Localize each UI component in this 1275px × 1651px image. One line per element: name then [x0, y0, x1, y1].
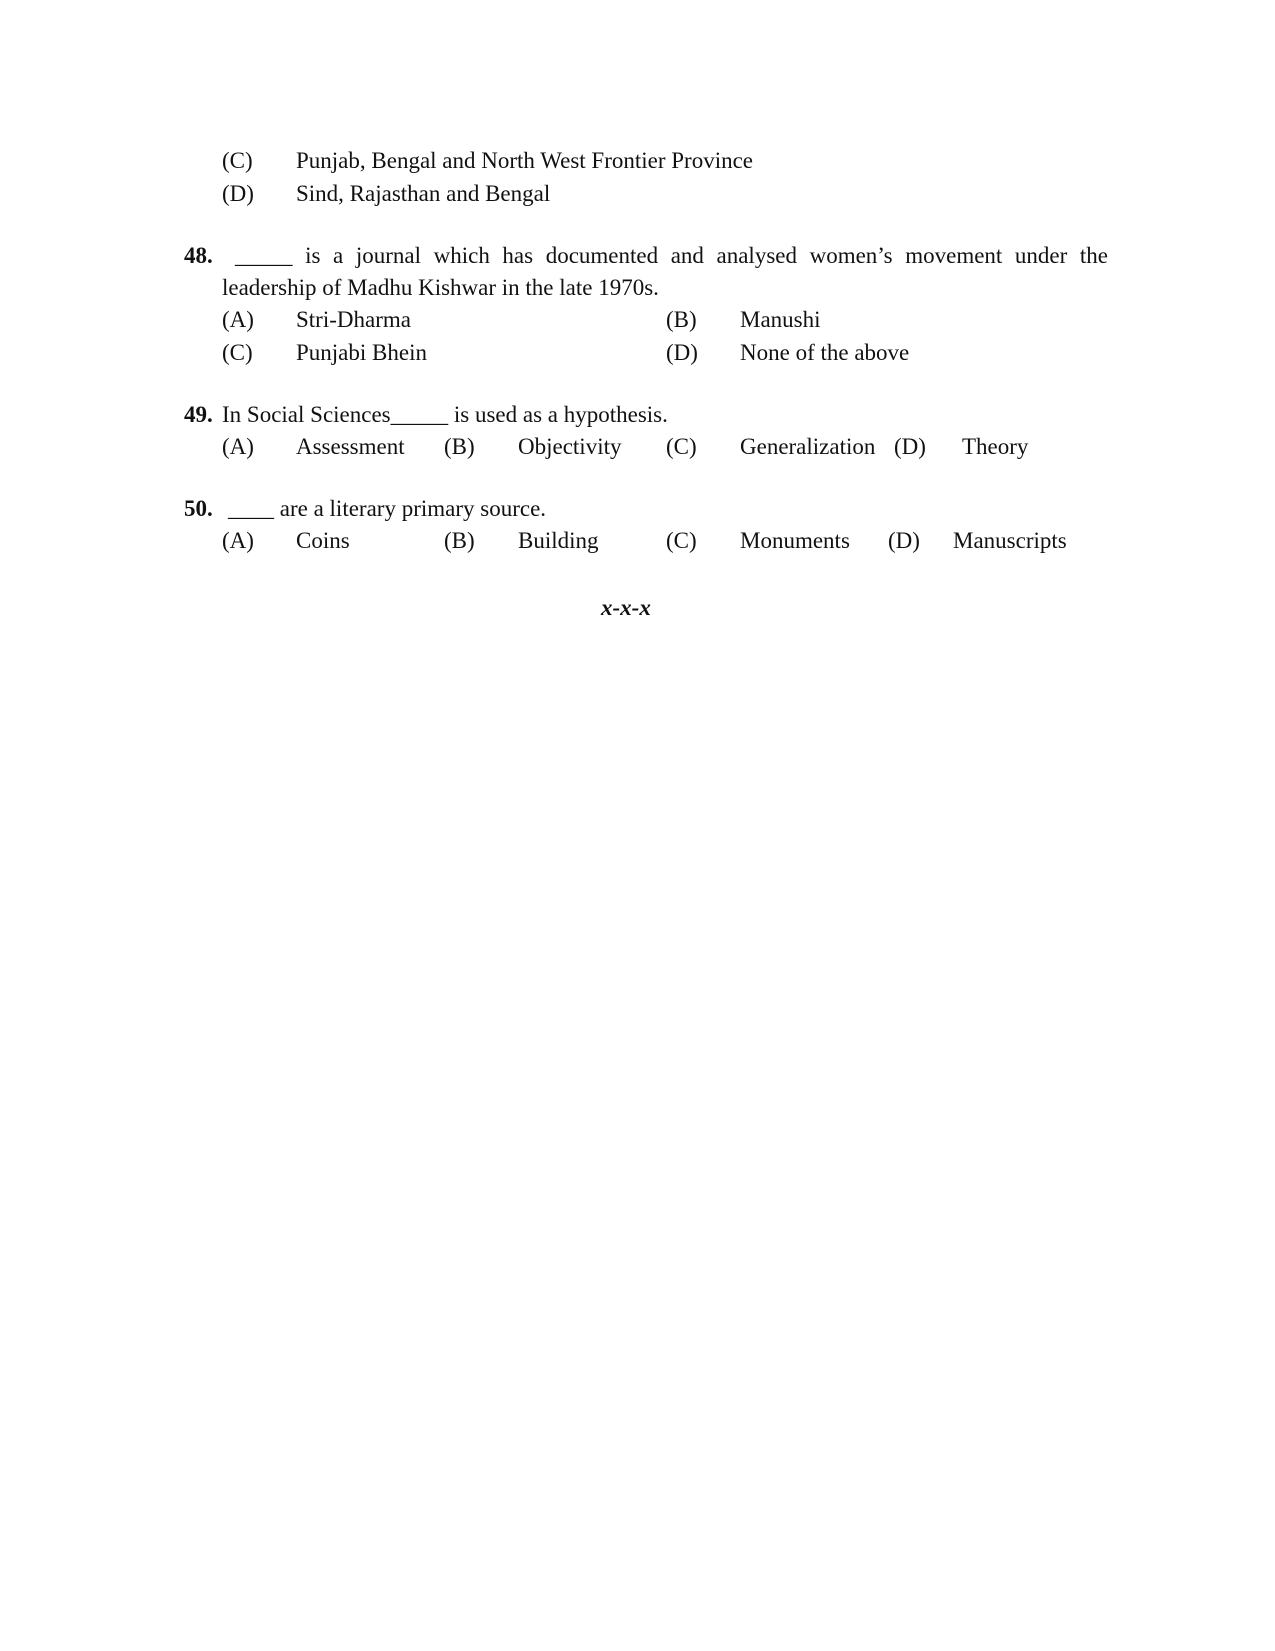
option-text-a: Assessment: [296, 434, 405, 459]
option-text-a: Coins: [296, 528, 350, 553]
option-letter-a: (A): [222, 528, 254, 553]
option-text-d: Theory: [962, 434, 1029, 459]
question-text-line1: _____ is a journal which has documented and analysed women’s movement under the: [235, 243, 1108, 268]
question-text-line2: leadership of Madhu Kishwar in the late 1970s.: [222, 275, 659, 300]
option-letter-d: (D): [888, 528, 920, 553]
option-text-d: None of the above: [740, 340, 910, 365]
question-text: ____ are a literary primary source.: [228, 496, 547, 521]
option-letter-c: (C): [222, 340, 253, 365]
option-text-c: Generalization: [740, 434, 876, 459]
end-mark: x-x-x: [601, 595, 651, 620]
option-text-c: Punjabi Bhein: [296, 340, 427, 365]
option-text-b: Objectivity: [518, 434, 622, 459]
option-letter-c: (C): [222, 148, 253, 173]
option-text-a: Stri-Dharma: [296, 307, 411, 332]
option-text-d: Manuscripts: [953, 528, 1067, 553]
option-letter-d: (D): [894, 434, 926, 459]
option-letter-d: (D): [666, 340, 698, 365]
question-number: 50.: [184, 496, 213, 521]
option-letter-a: (A): [222, 434, 254, 459]
question-text: In Social Sciences_____ is used as a hypothesis.: [222, 402, 668, 427]
option-letter-b: (B): [666, 307, 697, 332]
question-number: 48.: [184, 243, 213, 268]
option-text-b: Manushi: [740, 307, 821, 332]
option-letter-d: (D): [222, 181, 254, 206]
option-text-b: Building: [518, 528, 599, 553]
question-number: 49.: [184, 402, 213, 427]
option-letter-c: (C): [666, 528, 697, 553]
option-letter-b: (B): [444, 528, 475, 553]
option-letter-b: (B): [444, 434, 475, 459]
option-text-c: Monuments: [740, 528, 850, 553]
option-text-d: Sind, Rajasthan and Bengal: [296, 181, 551, 206]
option-letter-c: (C): [666, 434, 697, 459]
option-text-c: Punjab, Bengal and North West Frontier Province: [296, 148, 754, 173]
option-letter-a: (A): [222, 307, 254, 332]
